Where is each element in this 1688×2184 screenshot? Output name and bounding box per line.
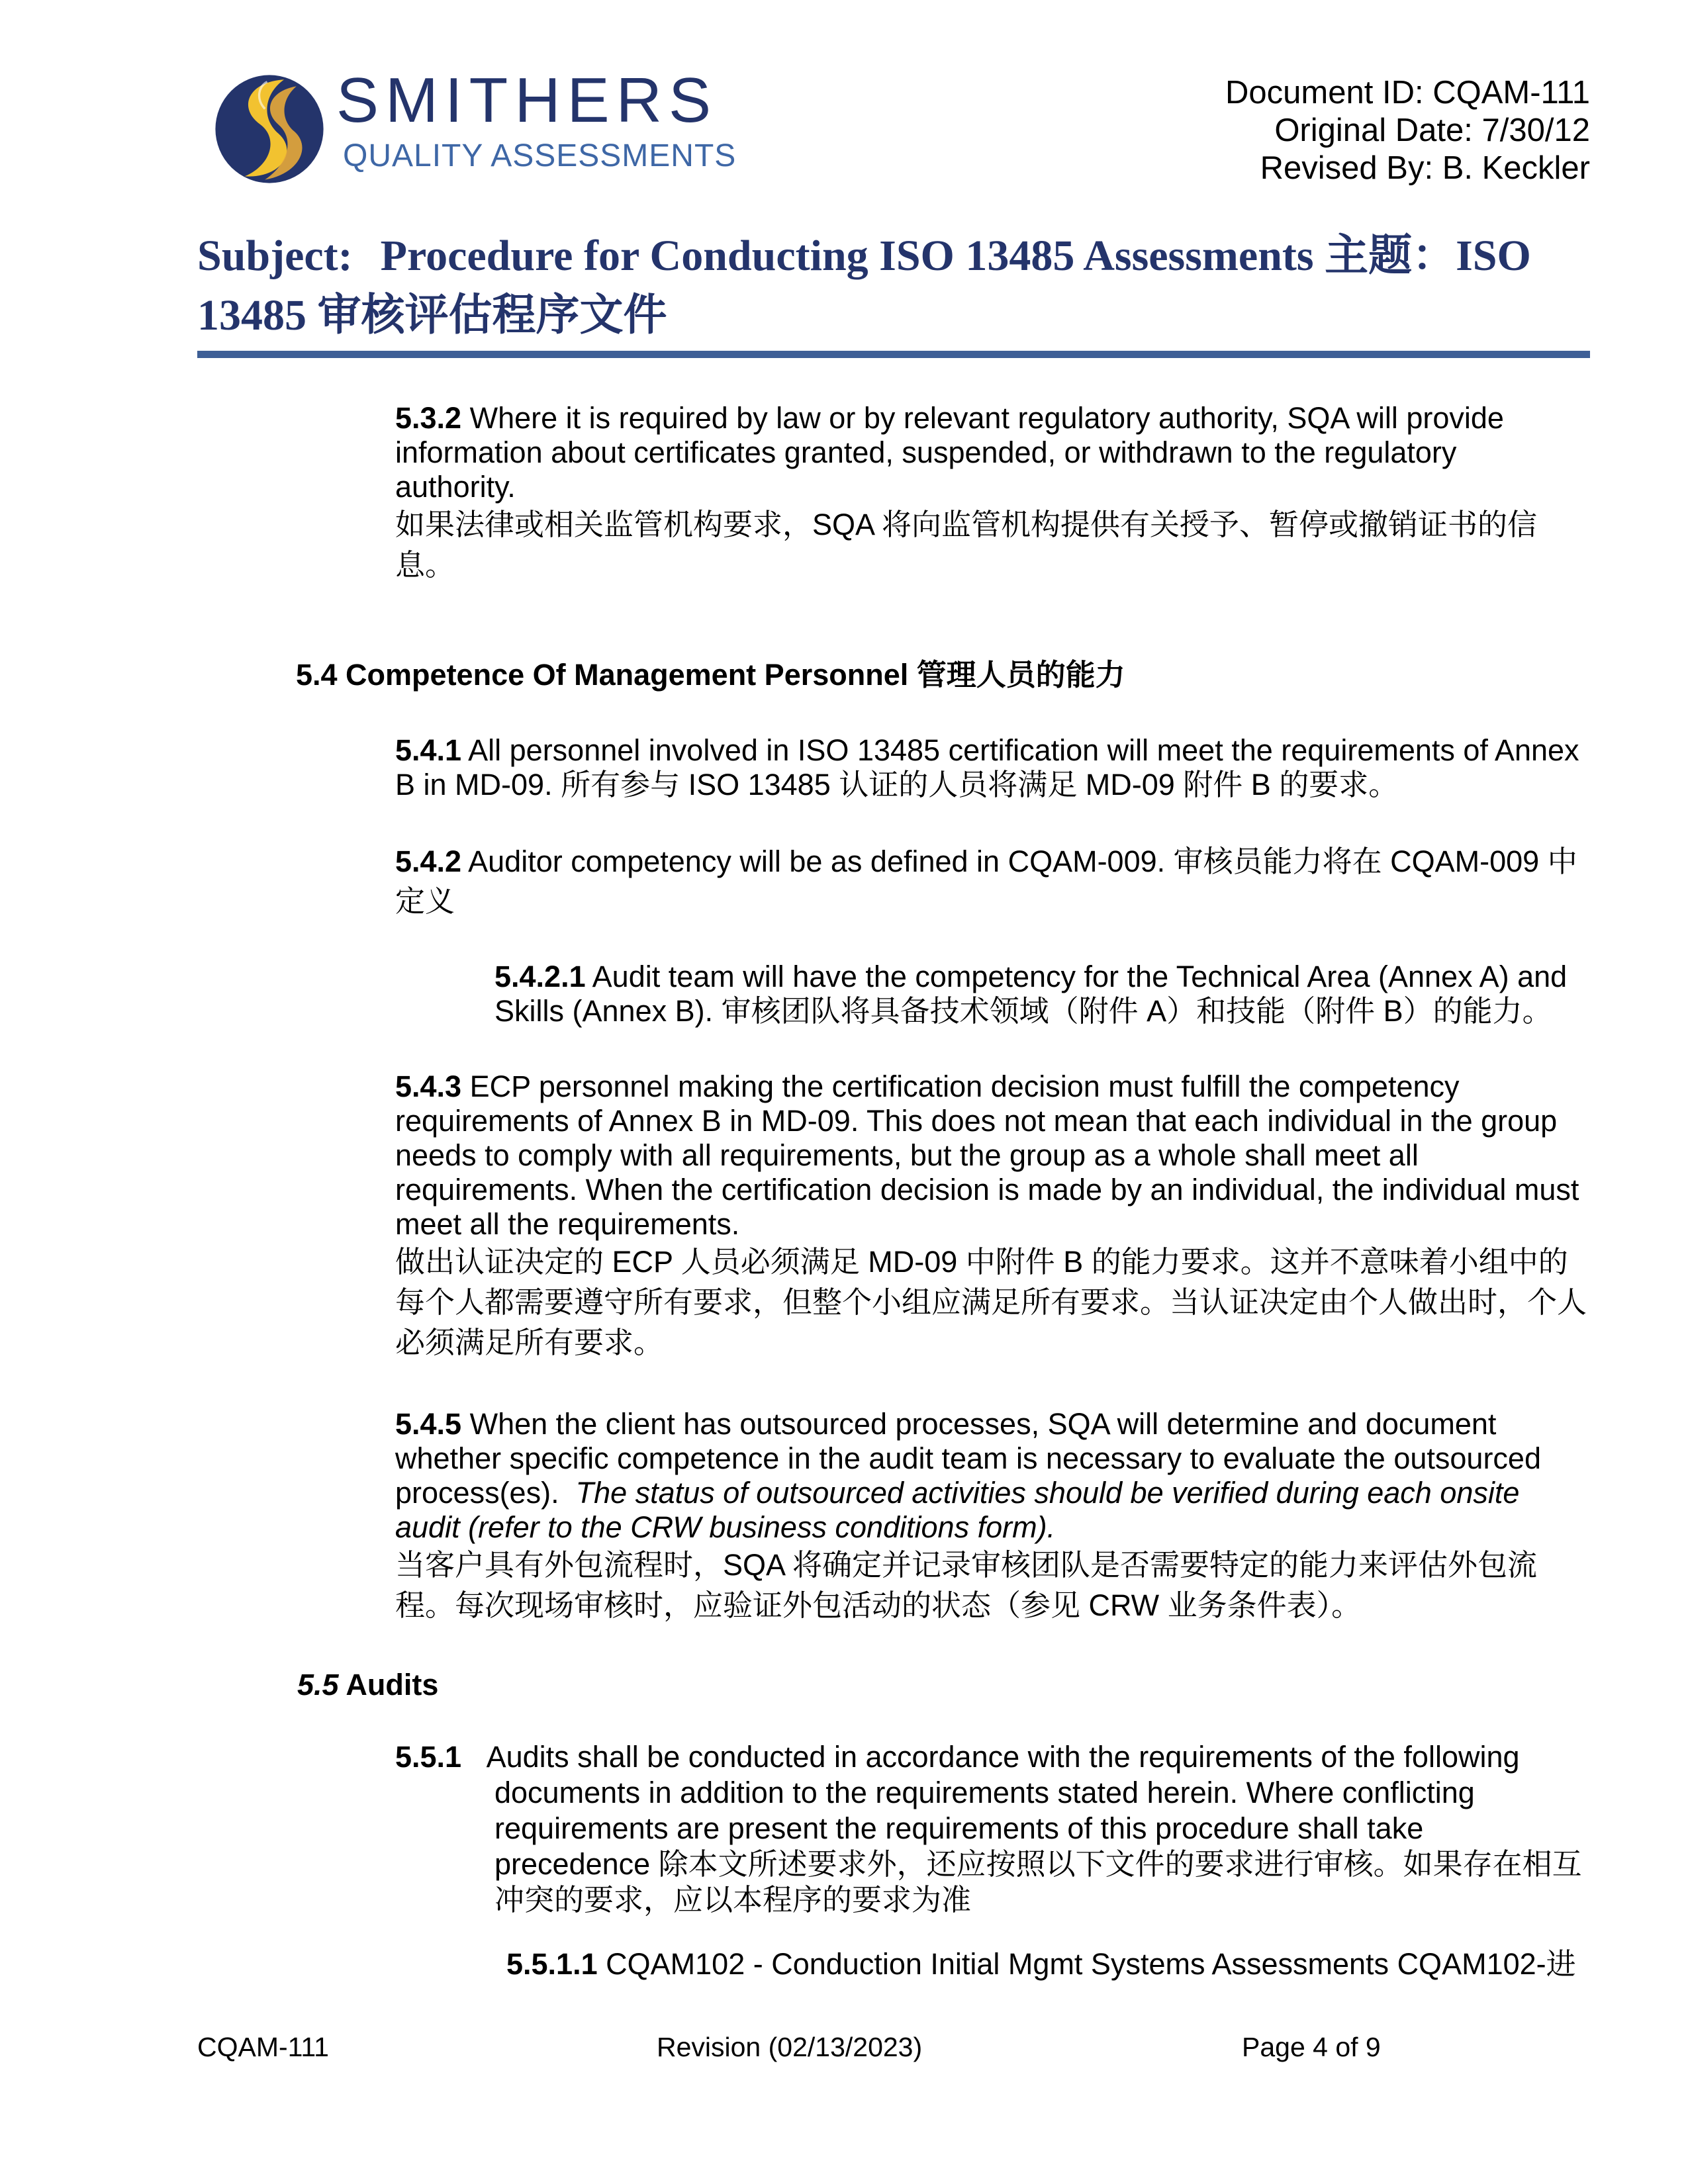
footer-doc-id: CQAM-111 [197,2032,329,2062]
section-heading: Audits [346,1668,439,1702]
section-text-italic: The status of outsourced activities should be verified during each onsite audit (refer to the CRW business conditions form). [395,1476,1520,1544]
section-number: 5.5.1 [395,1740,462,1774]
section-5-5-1-1 [506,1947,1599,1981]
section-5-4-5 [395,1407,1580,1625]
section-5-4-2-1 [494,960,1593,1028]
section-text: Where it is required by law or by relevant regulatory authority, SQA will provide information about certificates granted, suspended, or withdrawn to the regulatory authority. [395,401,1504,504]
original-date: Original Date: 7/30/12 [1274,113,1590,148]
section-5-5-1 [395,1739,1587,1918]
section-text-zh: 如果法律或相关监管机构要求，SQA 将向监管机构提供有关授予、暂停或撤销证书的信息。 [395,508,1538,582]
section-text-zh: 当客户具有外包流程时，SQA 将确定并记录审核团队是否需要特定的能力来评估外包流程。每次现场审核时，应验证外包活动的状态（参见 CRW 业务条件表）。 [395,1548,1538,1622]
section-text-zh: 做出认证决定的 ECP 人员必须满足 MD-09 中附件 B 的能力要求。这并不意味着小组中的每个人都需要遵守所有要求，但整个小组应满足所有要求。当认证决定由个人做出时，个人必须满足所有要求。 [395,1245,1587,1359]
section-number: 5.5 [297,1668,339,1702]
section-number: 5.4.5 [395,1407,462,1441]
section-5-4-3 [395,1069,1587,1363]
header-divider [197,351,1590,358]
section-number: 5.4.2 [395,844,462,878]
footer-revision: Revision (02/13/2023) [657,2032,923,2062]
footer-page-number: Page 4 of 9 [1242,2032,1381,2062]
smithers-logo-icon [213,73,326,185]
revised-by: Revised By: B. Keckler [1260,150,1590,186]
document-id: Document ID: CQAM-111 [1225,75,1590,111]
section-text: All personnel involved in ISO 13485 certification will meet the requirements of Annex B in MD-09. 所有参与 ISO 13485 认证的人员将满足 MD-09 附件 B 的要求。 [395,733,1579,801]
section-text: CQAM102 - Conduction Initial Mgmt Systems Assessments CQAM102-进 [606,1947,1576,1981]
document-meta [1225,74,1590,187]
subject-text: Procedure for Conducting ISO 13485 Assessments 主题：ISO 13485 审核评估程序文件 [197,232,1531,340]
section-number: 5.3.2 [395,401,462,435]
section-5-5-heading [297,1668,1555,1702]
section-number: 5.4.2.1 [494,960,586,993]
section-5-3-2 [395,401,1580,585]
section-text: When the client has outsourced processes, SQA will determine and document whether specific competence in the audit team is necessary to evaluate the outsourced process(es). [395,1407,1541,1510]
section-5-4-heading [296,658,1587,692]
section-number: 5.5.1.1 [506,1947,598,1981]
section-text: ECP personnel making the certification decision must fulfill the competency requirements of Annex B in MD-09. This does not mean that each individual in the group needs to comply with all requirements, but the group as a whole shall meet all requirements. When the certification decision is made by an individual, the individual must meet all the requirements. [395,1069,1579,1241]
section-number: 5.4.3 [395,1069,462,1103]
brand-name: SMITHERS [336,65,718,136]
section-text: Audits shall be conducted in accordance with the requirements of the following documents in addition to the requirements stated herein. Where conflicting requirements are present the requirements of this procedure shall take precedence 除本文所述要求外，还应按照以下文件的要求进行审核。如果存在相互冲突的要求，应以本程序的要求为准 [486,1740,1582,1917]
section-5-4-2 [395,842,1593,921]
section-heading: 5.4 Competence Of Management Personnel 管理人员的能力 [296,658,1125,692]
section-5-4-1 [395,733,1587,802]
brand-subtitle: QUALITY ASSESSMENTS [343,138,737,173]
subject-label: Subject: [197,232,353,280]
section-text: Audit team will have the competency for the Technical Area (Annex A) and Skills (Annex B). 审核团队将具备技术领域（附件 A）和技能（附件 B）的能力。 [494,960,1568,1028]
subject-heading [197,226,1587,345]
section-text: Auditor competency will be as defined in CQAM-009. 审核员能力将在 CQAM-009 中定义 [395,844,1577,918]
section-number: 5.4.1 [395,733,462,767]
